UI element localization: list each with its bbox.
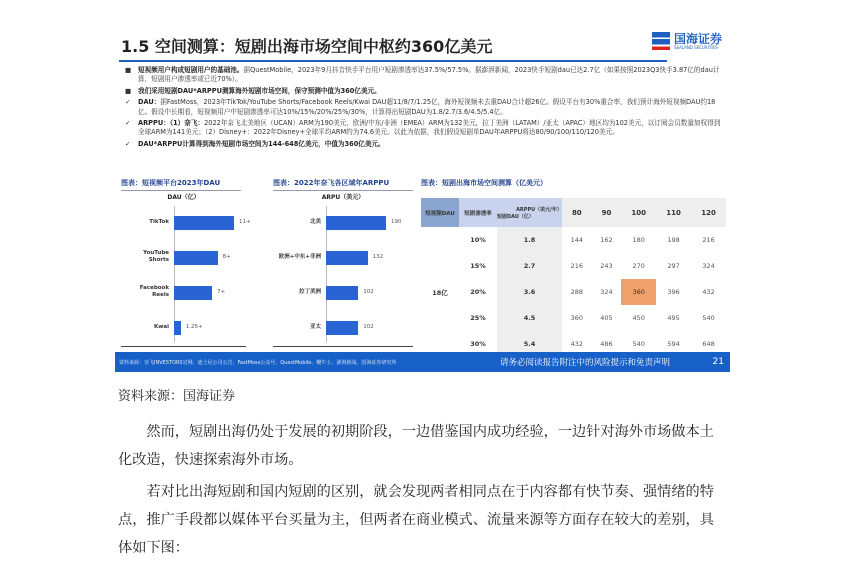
footer-source: 资料来源：奈飞INVESTORS官网、迪士尼公司公告、FastMoss公众号、QuestMobile、鞭牛士、澎湃新闻、国海证券研究所 (119, 359, 397, 366)
table-row (421, 227, 726, 253)
market-size-cell: 360 (621, 279, 656, 305)
bar (326, 251, 368, 265)
bullet-marker: ✓ (125, 119, 131, 128)
penetration-cell: 20% (470, 288, 486, 296)
header-arppu: 90 (592, 198, 622, 227)
axis-title: ARPU（美元） (321, 194, 365, 201)
category-label: 拉丁美洲 (298, 289, 321, 295)
arppu-bar-chart (273, 192, 413, 347)
page-number: 21 (712, 357, 724, 367)
header-dau-unit: 短剧DAU（亿） (497, 213, 534, 220)
penetration-cell: 15% (470, 262, 486, 270)
bullet-bold: DAU： (138, 98, 161, 107)
paragraph: 若对比出海短剧和国内短剧的区别，就会发现两者相同点在于内容都有快节奏、强情绪的特点，推广手段都以媒体平台买量为主，但两者在商业模式、流量来源等方面存在较大的差别，具体如下图： (118, 484, 714, 556)
bullet-item (125, 140, 725, 149)
header-arppu-unit: ARPPU（美元/年） (516, 206, 562, 213)
bar-value-label: 190 (391, 219, 402, 225)
axis-title: DAU（亿） (167, 194, 200, 201)
header-arppu: 120 (691, 198, 726, 227)
header-arppu: 110 (656, 198, 691, 227)
logo-en: SEALAND SECURITIES (673, 44, 718, 50)
market-size-cell: 432 (562, 331, 592, 357)
bar (174, 321, 181, 335)
bullet-item (125, 119, 725, 138)
bar (174, 251, 218, 265)
bullet-marker: ✓ (125, 139, 131, 148)
category-label: YouTube Shorts (143, 250, 169, 263)
bar (326, 216, 386, 230)
bullet-text (138, 140, 385, 149)
chart2-title: 图表：2022年奈飞各区域年ARPPU (273, 178, 413, 191)
header-diagonal (497, 198, 562, 227)
title-divider (119, 60, 667, 62)
market-size-cell: 396 (667, 288, 680, 296)
bar (174, 216, 234, 230)
table-row (421, 305, 726, 331)
category-label: 北美 (309, 219, 321, 225)
market-size-cell: 162 (600, 236, 613, 244)
paragraph: 然而，短剧出海仍处于发展的初期阶段，一边借鉴国内成功经验，一边针对海外市场做本土化改造，快速探索海外市场。 (118, 424, 714, 468)
market-size-cell: 495 (667, 314, 680, 322)
short-drama-dau-cell: 2.7 (497, 253, 562, 279)
market-size-cell: 360 (570, 314, 584, 322)
bullet-item (125, 98, 725, 117)
bullet-body: 据QuestMobile，2023年9月抖音快手平台用户短剧渗透率达37.5%/57.5%。据澎湃新闻，2023快手短剧dau已达2.7亿（如果按照2023Q3快手3.87亿的dau计算，短剧用户渗透率或已近70%）。 (138, 66, 720, 84)
market-size-cell: 324 (702, 262, 715, 270)
bullet-bold: DAU*ARPPU计算得到海外短剧市场空间为144-648亿美元，中值为360亿美元。 (138, 139, 385, 148)
market-size-cell: 540 (621, 331, 656, 357)
penetration-cell: 10% (470, 236, 486, 244)
figure-source: 资料来源：国海证券 (118, 389, 236, 404)
bar-value-label: 102 (363, 324, 374, 330)
market-size-cell: 648 (691, 331, 726, 357)
sealand-logo (652, 32, 722, 50)
market-size-cell: 540 (702, 314, 715, 322)
logo-cn: 国海证券 (673, 31, 722, 46)
header-penetration: 短剧渗透率 (459, 198, 497, 227)
bullet-text (138, 66, 725, 85)
table-row (421, 279, 726, 305)
market-size-cell: 180 (632, 236, 645, 244)
bullet-item (125, 66, 725, 85)
table-row (421, 253, 726, 279)
category-label: 亚太 (309, 324, 321, 330)
bullet-marker: ■ (125, 66, 132, 74)
bar-value-label: 7+ (217, 289, 226, 295)
market-size-cell: 243 (600, 262, 613, 270)
market-size-cell: 216 (702, 236, 715, 244)
slide-title: 1.5 空间测算：短剧出海市场空间中枢约360亿美元 (121, 37, 493, 56)
penetration-cell: 25% (470, 314, 486, 322)
bar-value-label: 132 (372, 254, 384, 260)
bullet-marker: ■ (125, 86, 132, 95)
short-drama-dau-cell: 5.4 (497, 331, 562, 357)
bar (174, 286, 212, 300)
short-drama-dau-cell: 3.6 (497, 279, 562, 305)
bullet-body: 据FastMoss，2023年TikTok/YouTube Shorts/Facebook Reels/Kwai DAU超11/8/7/1.25亿，海外短视频未去重DAU合计超26亿。假设平台有30%重合率，我们预计海外短视频DAU约18亿。假设中长期看，短视频用户中短剧渗透率可达10%/15%/20%/25%/30%，计算得出短剧DAU为1.8/2.7/3.6/4.5/5.4亿。 (138, 98, 716, 116)
market-size-table (421, 198, 726, 358)
table-title: 图表：短剧出海市场空间测算（亿美元） (421, 179, 547, 187)
market-size-cell: 432 (702, 288, 715, 296)
bar-value-label: 102 (363, 289, 374, 295)
logo-icon (652, 32, 670, 50)
footer-disclaimer: 请务必阅读报告附注中的风险提示和免责声明 (500, 358, 671, 368)
bar-value-label: 8+ (222, 254, 231, 260)
market-size-cell: 144 (570, 236, 584, 244)
bullet-item (125, 87, 725, 96)
bullet-text (138, 87, 381, 96)
bullet-text (138, 119, 725, 138)
bar-value-label: 11+ (239, 219, 251, 225)
bar (326, 286, 358, 300)
bullet-bold: 短视频用户构成短剧用户的基础池。 (138, 66, 244, 74)
market-size-cell: 297 (667, 262, 680, 270)
bar (326, 321, 358, 335)
market-size-cell: 324 (600, 288, 613, 296)
bullet-bold: ARPPU：（1）奈飞： (138, 119, 205, 128)
market-size-cell: 486 (592, 331, 622, 357)
market-size-cell: 594 (656, 331, 691, 357)
header-dau: 短视频DAU (421, 198, 459, 227)
market-size-cell: 198 (667, 236, 680, 244)
short-drama-dau-cell: 4.5 (497, 305, 562, 331)
bullet-body: 2022年奈飞北美地区（UCAN）ARM为190美元，欧洲/中东/非洲（EMEA）ARM为132美元，拉丁美洲（LATAM）/亚太（APAC）地区均为102美元，以订阅会员数量加权得到全球ARM为141美元；（2）Disney+：2022年Disney+全球平均ARM约为74.6美元。以此为依据，我们假设短剧单DAU年ARPPU将达80/90/100/110/120美元。 (138, 119, 721, 137)
category-label: Facebook Reels (139, 285, 169, 298)
header-arppu: 80 (562, 198, 592, 227)
category-label: 欧洲+中东+非洲 (278, 254, 321, 260)
category-label: Kwai (154, 324, 169, 330)
bullet-text (138, 98, 725, 117)
slide-footer (115, 352, 730, 372)
category-label: TikTok (149, 219, 169, 225)
chart-baseline (121, 346, 246, 347)
chart1-title: 图表：短视频平台2023年DAU (121, 178, 241, 191)
market-size-cell: 288 (570, 288, 584, 296)
bullet-list (125, 66, 725, 151)
chart-baseline (273, 346, 413, 347)
bar-value-label: 1.25+ (185, 324, 203, 330)
bullet-marker: ✓ (125, 98, 131, 107)
market-size-cell: 450 (632, 314, 645, 322)
market-size-cell: 270 (632, 262, 645, 270)
report-slide (115, 22, 730, 372)
dau-bar-chart (121, 192, 251, 347)
bullet-bold: 我们采用短剧DAU*ARPPU测算海外短剧市场空间，保守预测中值为360亿美元。 (138, 86, 381, 95)
market-size-cell: 216 (570, 262, 584, 270)
header-arppu: 100 (621, 198, 656, 227)
short-drama-dau-cell: 1.8 (497, 227, 562, 253)
market-size-cell: 405 (600, 314, 613, 322)
penetration-cell: 30% (459, 331, 497, 357)
base-dau-cell: 18亿 (432, 288, 448, 297)
